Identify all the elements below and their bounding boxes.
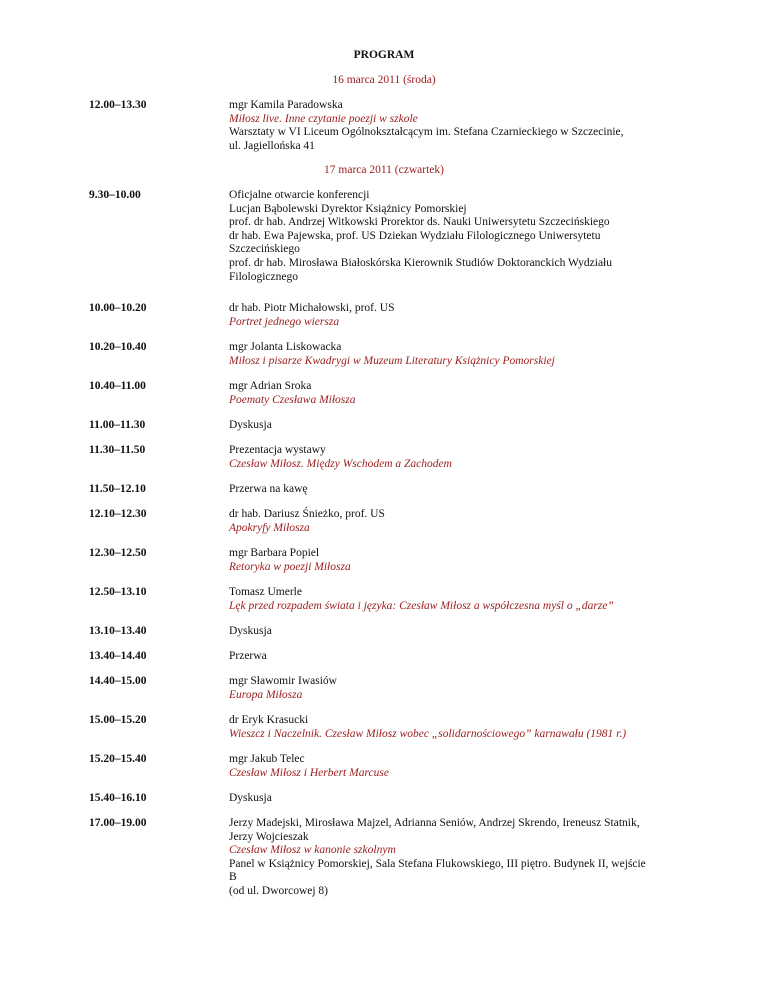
session-label: Prezentacja wystawy [229, 444, 326, 456]
speaker: mgr Sławomir Iwasiów [229, 675, 337, 687]
opening-line: prof. dr hab. Andrzej Witkowski Prorektor ds. Nauki Uniwersytetu Szczecińskiego [229, 216, 610, 229]
program-entry [229, 650, 649, 664]
session-label: Dyskusja [229, 625, 272, 637]
talk-title: Czesław Miłosz w kanonie szkolnym [229, 844, 396, 857]
talk-title: Poematy Czesława Miłosza [229, 393, 356, 406]
opening-line: Szczecińskiego [229, 243, 300, 256]
speaker: mgr Jakub Telec [229, 753, 305, 765]
speaker: Jerzy Madejski, Mirosława Majzel, Adrianna Seniów, Andrzej Skrendo, Ireneusz Statnik, [229, 817, 640, 829]
speaker: Tomasz Umerle [229, 586, 302, 598]
talk-title: Retoryka w poezji Miłosza [229, 560, 351, 573]
venue-line: Panel w Książnicy Pomorskiej, Sala Stefana Flukowskiego, III piętro. Budynek II, wejście B [229, 857, 646, 884]
program-entry [229, 792, 649, 806]
program-entry [229, 189, 649, 284]
opening-line: dr hab. Ewa Pajewska, prof. US Dziekan Wydziału Filologicznego Uniwersytetu [229, 229, 601, 242]
program-entry [229, 341, 649, 368]
talk-title: Miłosz live. Inne czytanie poezji w szkole [229, 112, 418, 125]
time-slot: 15.40–16.10 [89, 792, 147, 804]
time-slot: 11.50–12.10 [89, 483, 146, 495]
opening-line: Lucjan Bąbolewski Dyrektor Książnicy Pomorskiej [229, 202, 467, 215]
time-slot: 15.20–15.40 [89, 753, 147, 765]
speaker: Jerzy Wojcieszak [229, 830, 309, 843]
session-label: Przerwa [229, 650, 267, 662]
opening-line: Filologicznego [229, 270, 298, 283]
program-entry [229, 817, 649, 899]
time-slot: 10.20–10.40 [89, 341, 147, 353]
time-slot: 13.10–13.40 [89, 625, 147, 637]
speaker: mgr Jolanta Liskowacka [229, 341, 342, 353]
time-slot: 12.30–12.50 [89, 547, 147, 559]
day-heading: 17 marca 2011 (czwartek) [324, 164, 444, 176]
time-slot: 17.00–19.00 [89, 817, 147, 829]
speaker: mgr Barbara Popiel [229, 547, 320, 559]
time-slot: 12.50–13.10 [89, 586, 147, 598]
time-slot: 11.30–11.50 [89, 444, 146, 456]
speaker: dr hab. Piotr Michałowski, prof. US [229, 302, 395, 314]
session-label: Dyskusja [229, 792, 272, 804]
program-entry [229, 675, 649, 702]
program-entry [229, 753, 649, 780]
speaker: mgr Kamila Paradowska [229, 99, 343, 111]
program-entry [229, 547, 649, 574]
opening-line: Oficjalne otwarcie konferencji [229, 189, 370, 201]
time-slot: 11.00–11.30 [89, 419, 146, 431]
talk-title: Lęk przed rozpadem świata i języka: Czesław Miłosz a współczesna myśl o „darze” [229, 599, 614, 612]
talk-title: Portret jednego wiersza [229, 315, 340, 328]
talk-title: Miłosz i pisarze Kwadrygi w Muzeum Literatury Książnicy Pomorskiej [229, 354, 555, 367]
time-slot: 9.30–10.00 [89, 189, 141, 201]
program-entry [229, 508, 649, 535]
talk-title: Wieszcz i Naczelnik. Czesław Miłosz wobec „solidarnościowego” karnawału (1981 r.) [229, 727, 627, 740]
time-slot: 10.40–11.00 [89, 380, 146, 392]
session-label: Dyskusja [229, 419, 272, 431]
talk-title: Czesław Miłosz. Między Wschodem a Zachodem [229, 457, 452, 470]
program-entry [229, 99, 649, 153]
speaker: dr Eryk Krasucki [229, 714, 309, 726]
time-slot: 12.00–13.30 [89, 99, 147, 111]
time-slot: 10.00–10.20 [89, 302, 147, 314]
speaker: dr hab. Dariusz Śnieżko, prof. US [229, 508, 385, 520]
venue-line: (od ul. Dworcowej 8) [229, 884, 329, 897]
venue-line: ul. Jagiellońska 41 [229, 139, 315, 152]
talk-title: Czesław Miłosz i Herbert Marcuse [229, 766, 389, 779]
program-entry [229, 586, 649, 613]
time-slot: 12.10–12.30 [89, 508, 147, 520]
program-entry [229, 302, 649, 329]
talk-title: Europa Miłosza [229, 688, 303, 701]
time-slot: 13.40–14.40 [89, 650, 147, 662]
talk-title: Apokryfy Miłosza [229, 521, 310, 534]
opening-line: prof. dr hab. Mirosława Białoskórska Kierownik Studiów Doktoranckich Wydziału [229, 256, 612, 269]
speaker: mgr Adrian Sroka [229, 380, 312, 392]
program-entry [229, 380, 649, 407]
program-entry [229, 714, 649, 741]
venue-line: Warsztaty w VI Liceum Ogólnokształcącym im. Stefana Czarnieckiego w Szczecinie, [229, 126, 624, 139]
day-heading: 16 marca 2011 (środa) [332, 74, 436, 86]
time-slot: 15.00–15.20 [89, 714, 147, 726]
page-title: PROGRAM [353, 49, 415, 61]
time-slot: 14.40–15.00 [89, 675, 147, 687]
program-entry [229, 444, 649, 471]
session-label: Przerwa na kawę [229, 483, 308, 495]
program-entry [229, 419, 649, 433]
program-entry [229, 625, 649, 639]
program-entry [229, 483, 649, 497]
